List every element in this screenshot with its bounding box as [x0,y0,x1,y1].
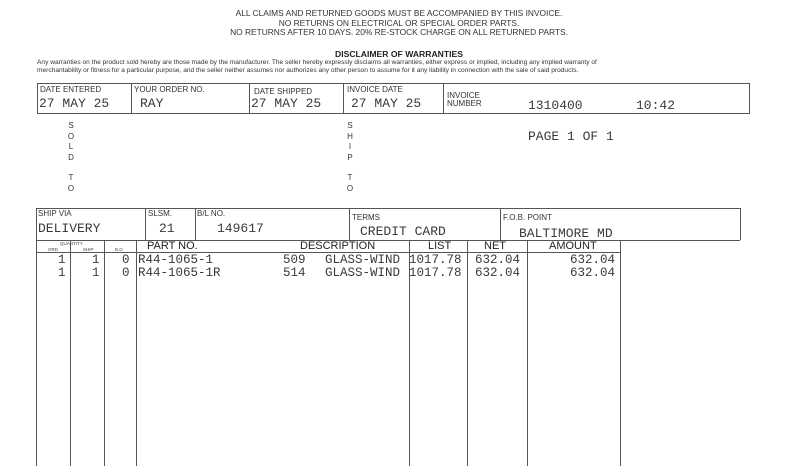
column-header-rule [36,252,136,253]
ship-via-value: DELIVERY [38,221,101,236]
sold-to-label [67,121,75,194]
table-top-border [36,240,740,241]
column-divider [620,240,621,466]
amount-header: AMOUNT [549,240,597,252]
divider [195,208,196,240]
row-list-price: 1017.78 [409,253,462,267]
invoice-number-label-line-1: INVOICE [447,91,480,100]
notice-line-2: NO RETURNS ON ELECTRICAL OR SPECIAL ORDER PARTS. [278,17,520,28]
row-bo: 0 [122,253,130,267]
date-shipped-label: DATE SHIPPED [254,87,313,96]
notice-line-1: ALL CLAIMS AND RETURNED GOODS MUST BE ACCOMPANIED BY THIS INVOICE. [235,8,563,18]
invoice-date-value: 27 MAY 25 [351,96,422,111]
your-order-value: RAY [140,96,164,111]
list-header: LIST [428,240,452,252]
row-code: 514 [283,266,306,280]
row-amount: 632.04 [570,266,616,280]
column-divider [36,208,37,466]
row-ord: 1 [58,253,66,267]
terms-label: TERMS [352,213,380,222]
row-list-price: 1017.78 [409,266,462,280]
description-header: DESCRIPTION [300,240,376,252]
row-ship: 1 [92,266,100,280]
fob-point-value: BALTIMORE MD [519,226,613,241]
invoice-time-value: 10:42 [636,98,676,113]
ship-to-letter: P [347,152,353,162]
sold-to-letter: S [68,121,74,130]
ship-to-letter: T [347,173,353,182]
column-divider [467,240,468,466]
row-amount: 632.04 [570,253,616,267]
salesman-value: 21 [159,221,175,236]
shipping-row-top-border [36,208,740,209]
ship-via-label: SHIP VIA [38,209,72,218]
sold-to-letter: L [68,142,74,151]
ship-to-letter: O [346,183,354,193]
column-divider [104,240,105,466]
ship-to-letter: H [347,131,353,141]
column-divider [70,240,71,466]
bill-of-lading-label: B/L NO. [197,209,226,218]
invoice-number-value: 1310400 [528,98,583,113]
date-shipped-value: 27 MAY 25 [251,96,322,111]
bill-of-lading-value: 149617 [217,221,264,236]
disclaimer-line-2: merchantability or fitness for a particular purpose, and the seller neither assumes nor authorizes any other person to assume for it any liability in connection with the sale of said products. [37,67,579,75]
ship-header: SHIP [83,247,94,252]
divider [131,83,132,113]
ship-to-letter: S [347,121,353,130]
return-policy-notice [0,9,798,38]
sold-to-letter: T [68,173,74,182]
row-ship: 1 [92,253,100,267]
row-code: 509 [283,253,306,267]
sold-to-letter: O [67,131,75,141]
row-net-price: 632.04 [475,253,521,267]
divider [500,208,501,240]
divider [145,208,146,240]
divider [740,208,741,240]
page-indicator: PAGE 1 OF 1 [528,129,614,144]
invoice-number-label-line-2: NUMBER [447,99,482,108]
notice-line-3: NO RETURNS AFTER 10 DAYS. 20% RE-STOCK CHARGE ON ALL RETURNED PARTS. [230,27,568,37]
disclaimer-line-1: Any warranties on the product sold hereby are those made by the manufacturer. The seller hereby expressly disclaims all warranties, either express or implied, including any implied warranty of [37,59,597,66]
ship-to-letter: I [348,142,352,151]
date-entered-value: 27 MAY 25 [39,96,110,111]
quantity-header: QUANTITY [60,241,83,246]
salesman-label: SLSM. [148,209,173,218]
row-description: GLASS-WIND [325,253,401,267]
fob-point-label: F.O.B. POINT [503,213,552,222]
divider [249,83,250,113]
row-bo: 0 [122,266,130,280]
row-net-price: 632.04 [475,266,521,280]
net-header: NET [484,240,506,252]
row-part-number: R44-1065-1 [138,253,214,267]
part-number-header: PART NO. [147,240,198,252]
disclaimer-text [37,59,757,76]
disclaimer-title: DISCLAIMER OF WARRANTIES [335,49,463,59]
divider [443,83,444,113]
divider [349,208,350,240]
terms-value: CREDIT CARD [360,224,446,239]
column-divider [527,240,528,466]
ship-to-label [346,121,354,194]
ord-header: ORD [48,247,58,252]
sold-to-letter: D [68,152,74,162]
invoice-date-label: INVOICE DATE [347,85,403,94]
your-order-label: YOUR ORDER NO. [134,85,205,94]
sold-to-letter: O [67,183,75,193]
date-entered-label: DATE ENTERED [40,85,102,94]
row-ord: 1 [58,266,66,280]
row-part-number: R44-1065-1R [138,266,221,280]
divider [343,83,344,113]
column-divider [136,240,137,466]
row-description: GLASS-WIND [325,266,401,280]
invoice-number-label [447,92,482,108]
bo-header: B.O [115,247,123,252]
